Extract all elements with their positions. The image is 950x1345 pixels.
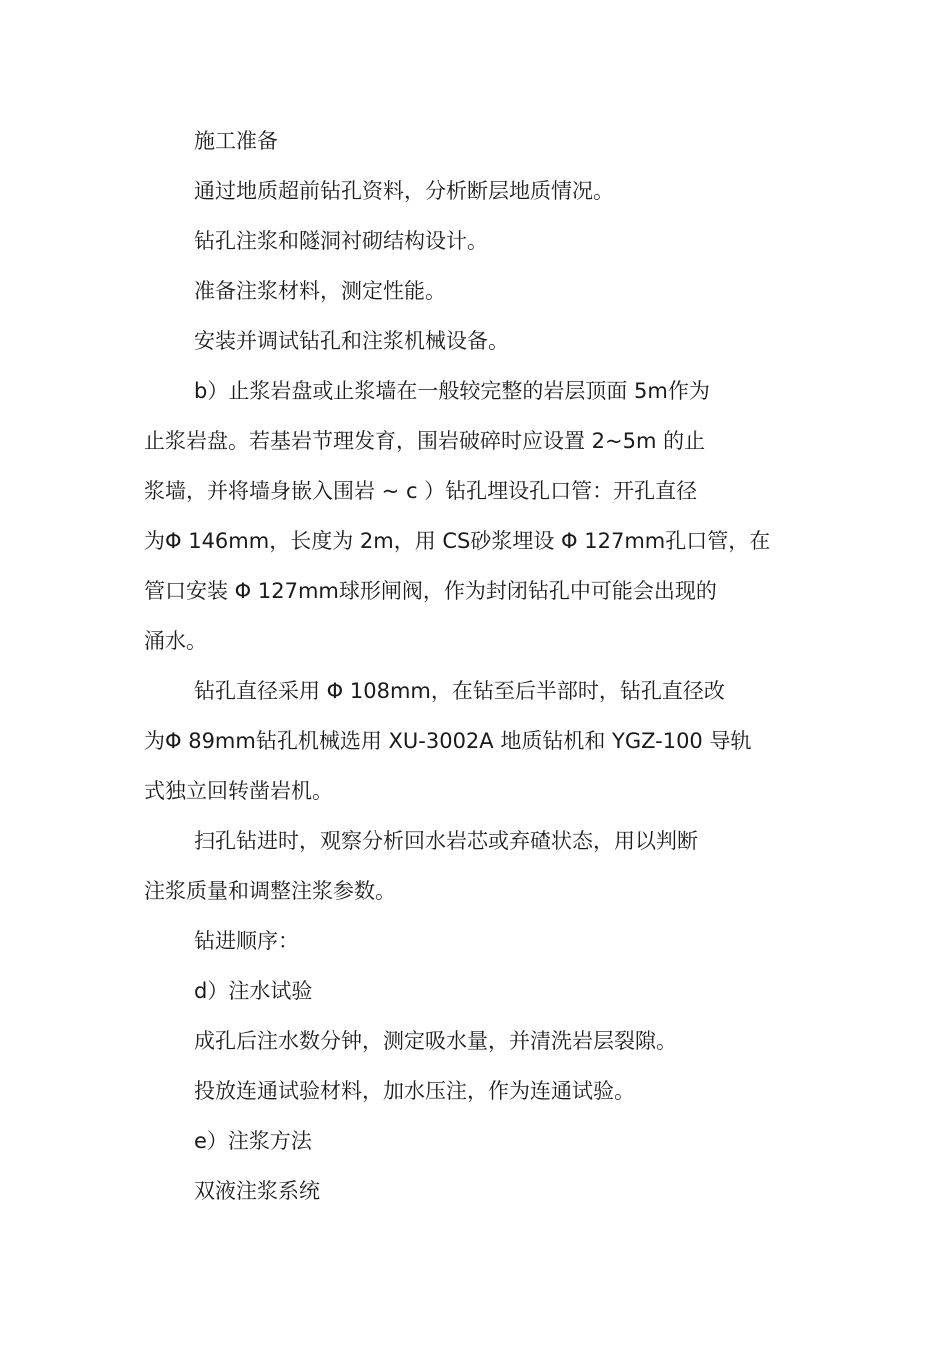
text-line: 准备注浆材料，测定性能。 [194,279,446,303]
text-line: 浆墙，并将墙身嵌入围岩 ~ c ）钻孔埋设孔口管：开孔直径 [144,479,698,503]
text-line: 涌水。 [144,629,207,653]
text-line: 通过地质超前钻孔资料，分析断层地质情况。 [194,179,614,203]
text-line: 钻孔直径采用 Φ 108mm，在钻至后半部时，钻孔直径改 [194,679,725,703]
text-line: 注浆质量和调整注浆参数。 [144,879,396,903]
text-line: 钻进顺序： [194,929,299,953]
text-line: 为Φ 89mm钻孔机械选用 XU-3002A 地质钻机和 YGZ-100 导轨 [144,729,752,753]
text-line: 安装并调试钻孔和注浆机械设备。 [194,329,509,353]
text-line: e）注浆方法 [194,1129,312,1153]
text-line: 投放连通试验材料，加水压注，作为连通试验。 [194,1079,635,1103]
text-line: 双液注浆系统 [194,1179,320,1203]
text-line: d）注水试验 [194,979,313,1003]
text-line: 管口安装 Φ 127mm球形闸阀，作为封闭钻孔中可能会出现的 [144,579,717,603]
text-line: 钻孔注浆和隧洞衬砌结构设计。 [194,229,488,253]
text-line: 扫孔钻进时，观察分析回水岩芯或弃碴状态，用以判断 [194,829,698,853]
text-line: 式独立回转凿岩机。 [144,779,333,803]
text-line: 成孔后注水数分钟，测定吸水量，并清洗岩层裂隙。 [194,1029,677,1053]
text-line: b）止浆岩盘或止浆墙在一般较完整的岩层顶面 5m作为 [194,379,710,403]
text-line: 为Φ 146mm，长度为 2m，用 CS砂浆埋设 Φ 127mm孔口管，在 [144,529,771,553]
text-line: 止浆岩盘。若基岩节理发育，围岩破碎时应设置 2~5m 的止 [144,429,706,453]
text-line: 施工准备 [194,129,278,153]
